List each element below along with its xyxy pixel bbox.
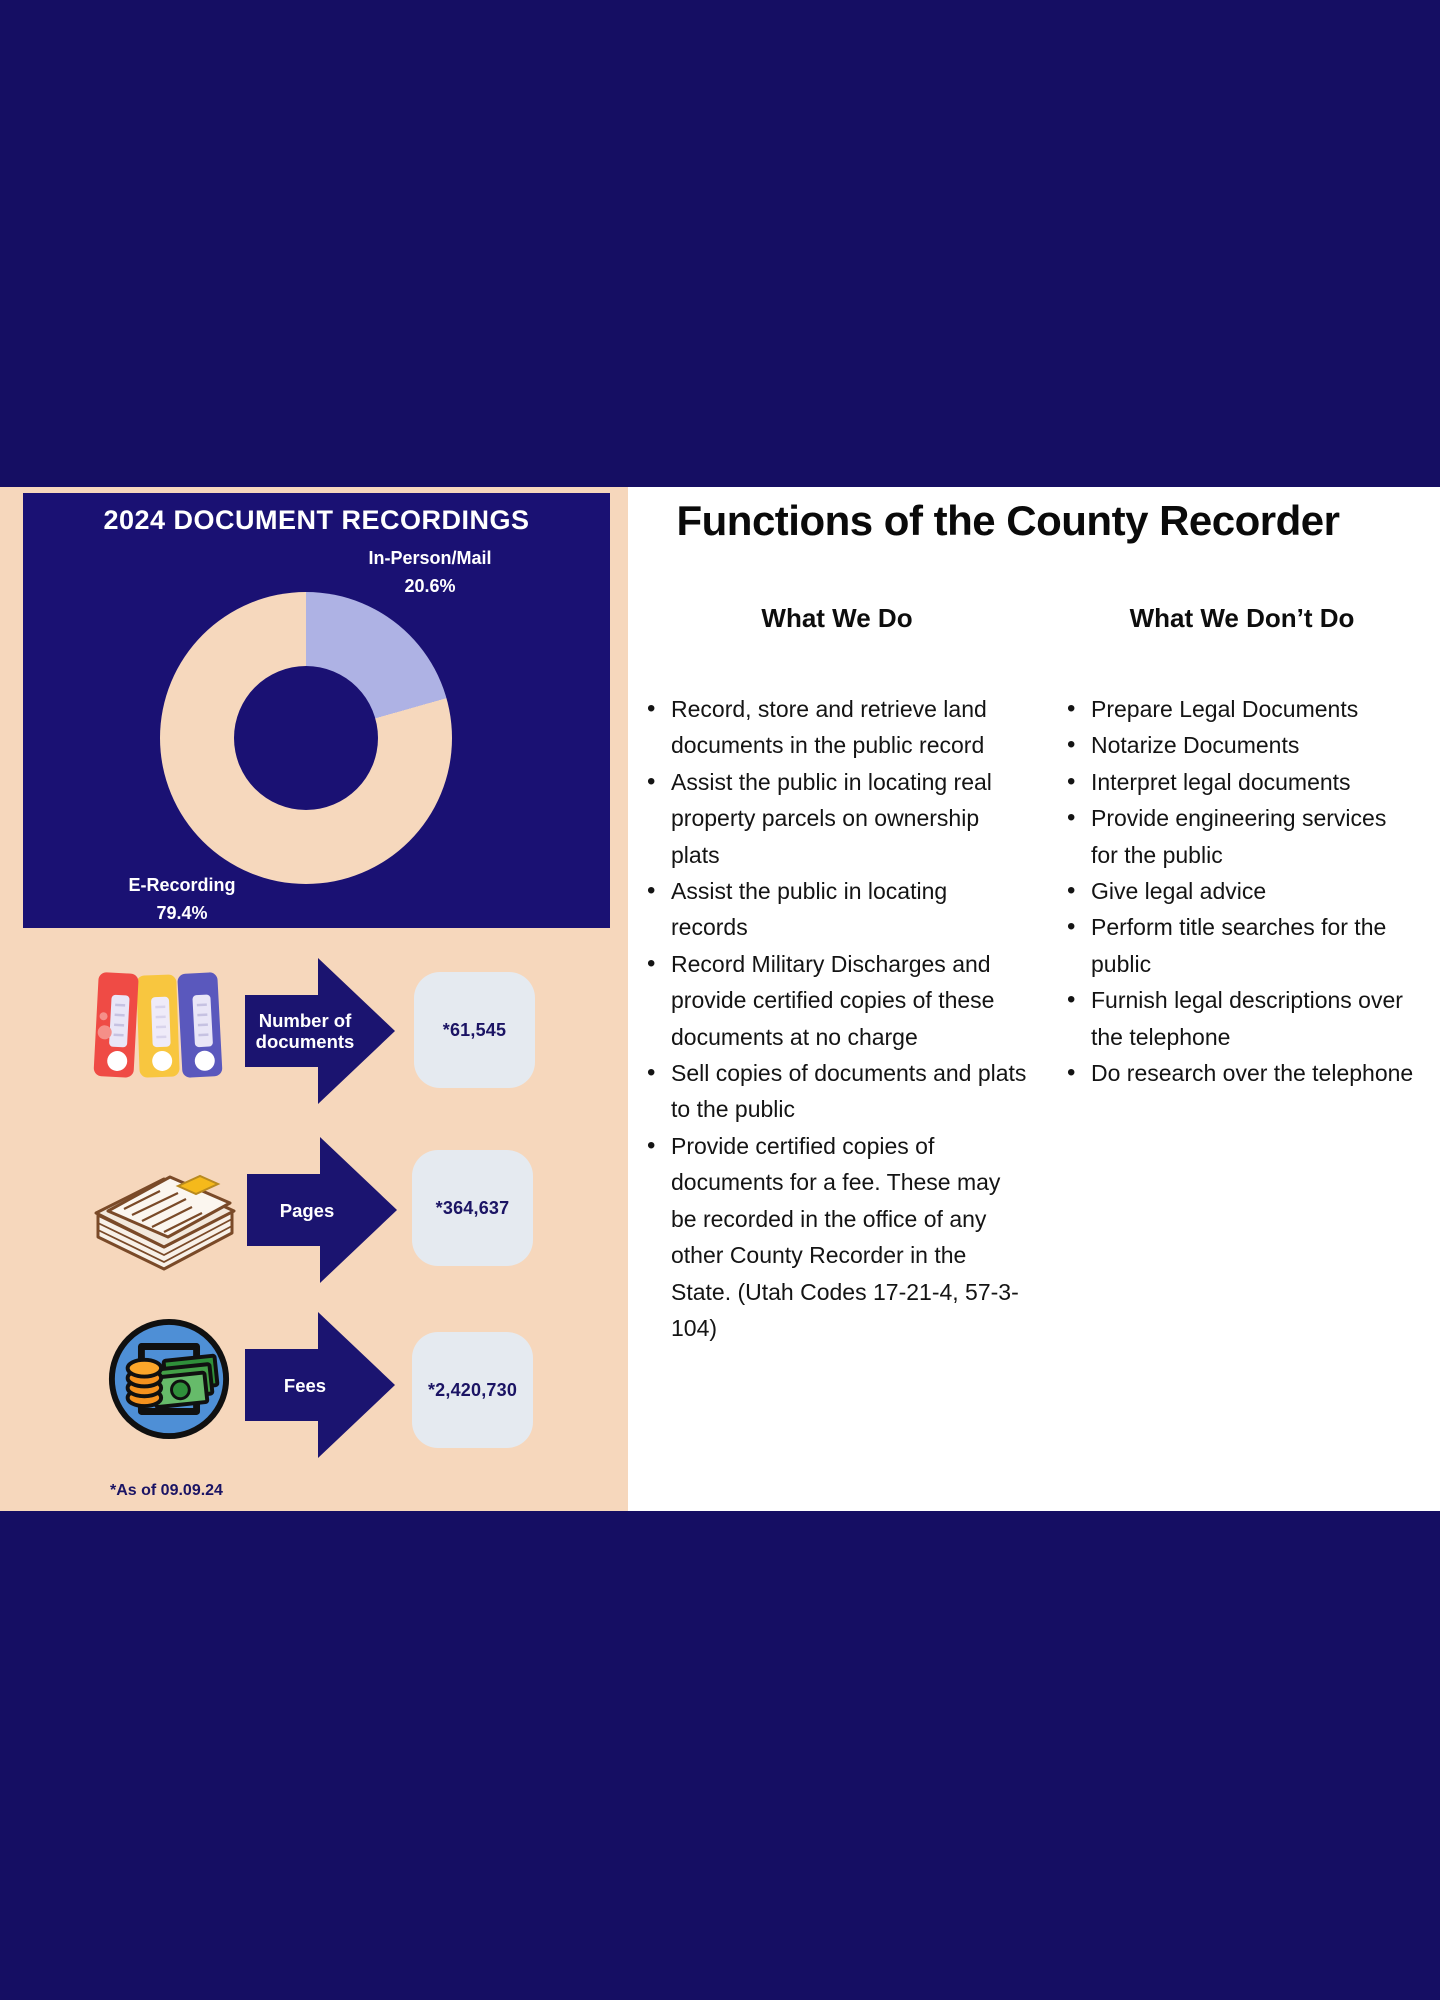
list-item: • Assist the public in locating real property parcels on ownership plats	[645, 764, 1029, 873]
list-item: • Perform title searches for the public	[1065, 909, 1419, 982]
stats-panel	[0, 487, 628, 1511]
functions-panel	[628, 487, 1440, 1511]
list-item: • Prepare Legal Documents	[1065, 691, 1419, 727]
list-item: • Sell copies of documents and plats to the public	[645, 1055, 1029, 1128]
papers-icon	[86, 1135, 238, 1275]
what-we-do-heading: What We Do	[761, 603, 913, 633]
donut-chart-card	[23, 493, 610, 928]
in-person-mail-label: In-Person/Mail	[368, 548, 492, 568]
list-item: • Assist the public in locating records	[645, 873, 1029, 946]
arrow-pages	[247, 1137, 397, 1283]
binders-icon	[90, 967, 232, 1085]
arrow-documents	[245, 958, 395, 1104]
what-we-do-list	[645, 691, 1029, 1346]
fees-value: *2,420,730	[427, 1379, 518, 1400]
as-of-footnote: *As of 09.09.24	[110, 1482, 223, 1499]
stat-value-box-pages	[412, 1150, 533, 1266]
stat-value-box-documents	[414, 972, 535, 1088]
documents-value: *61,545	[442, 1019, 507, 1040]
top-background-band	[0, 0, 1440, 487]
list-item: • Notarize Documents	[1065, 727, 1419, 763]
list-item: • Furnish legal descriptions over the telephone	[1065, 982, 1419, 1055]
content-area	[0, 487, 1440, 1511]
page-title: Functions of the County Recorder	[676, 497, 1340, 544]
fees-icon	[105, 1315, 233, 1443]
e-recording-percent: 79.4%	[156, 903, 208, 923]
chart-title: 2024 DOCUMENT RECORDINGS	[103, 505, 530, 535]
list-item: • Do research over the telephone	[1065, 1055, 1419, 1091]
list-item: • Provide certified copies of documents for a fee. These may be recorded in the office of any other County Recorder in the State. (Utah Codes 17-21-4, 57-3-104)	[645, 1128, 1029, 1346]
list-item: • Give legal advice	[1065, 873, 1419, 909]
bottom-background-band	[0, 1511, 1440, 2000]
list-item: • Record Military Discharges and provide certified copies of these documents at no charge	[645, 946, 1029, 1055]
donut-chart-hole	[234, 666, 378, 810]
list-item: • Record, store and retrieve land documents in the public record	[645, 691, 1029, 764]
slice-label-in-person-mail	[345, 544, 515, 600]
list-item: • Provide engineering services for the public	[1065, 800, 1419, 873]
donut-chart	[160, 592, 452, 884]
slice-label-e-recording	[97, 871, 267, 927]
in-person-mail-percent: 20.6%	[404, 576, 456, 596]
stat-label-pages: Pages	[279, 1199, 335, 1221]
what-we-dont-do-heading: What We Don’t Do	[1129, 603, 1355, 633]
stat-label-documents: Number of documents	[255, 1010, 355, 1052]
e-recording-label: E-Recording	[128, 875, 236, 895]
pages-value: *364,637	[435, 1197, 510, 1218]
list-item: • Interpret legal documents	[1065, 764, 1419, 800]
what-we-dont-do-column	[1065, 603, 1419, 1091]
arrow-fees	[245, 1312, 395, 1458]
stat-label-fees: Fees	[283, 1374, 327, 1396]
what-we-do-column	[645, 603, 1029, 1346]
what-we-dont-do-list	[1065, 691, 1419, 1091]
stat-value-box-fees	[412, 1332, 533, 1448]
